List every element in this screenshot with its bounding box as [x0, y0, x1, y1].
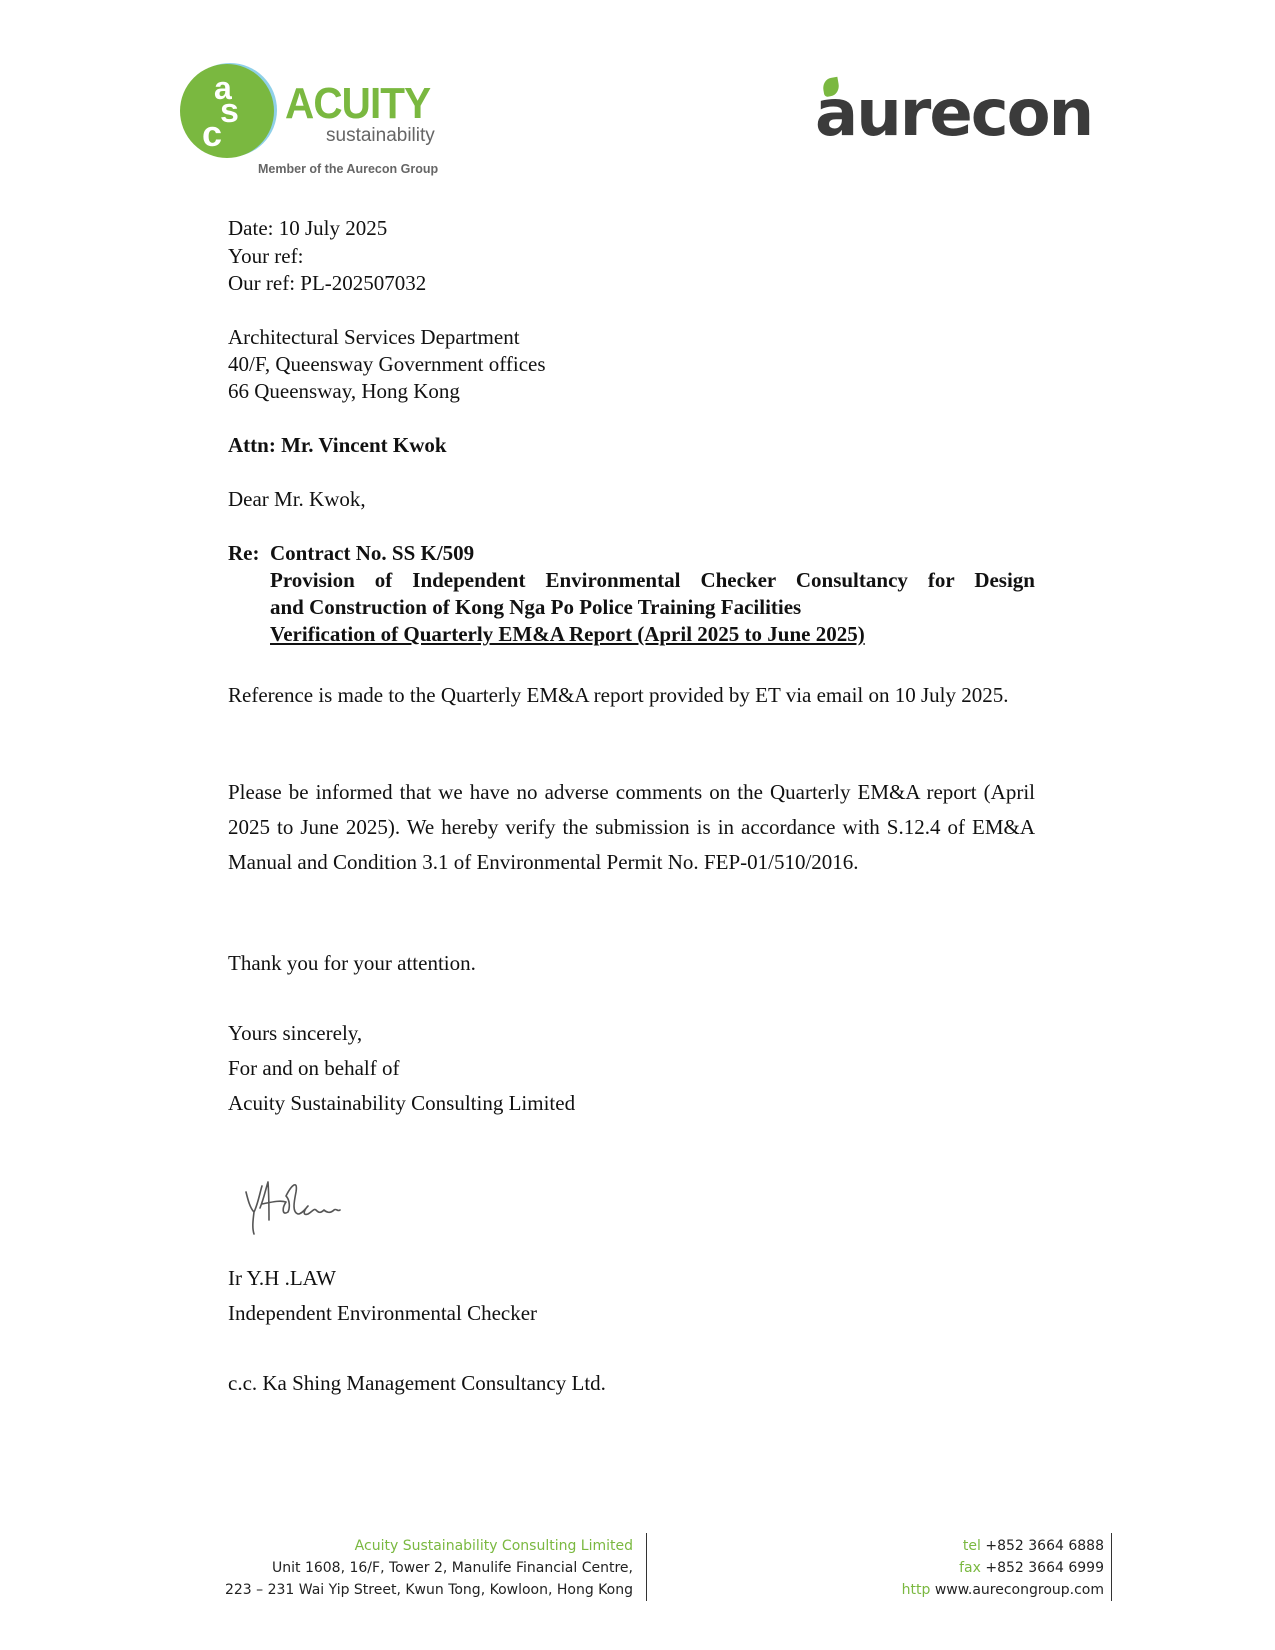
tel-label: tel — [962, 1538, 981, 1554]
footer-divider-right — [1111, 1533, 1112, 1601]
recipient-line-2: 40/F, Queensway Government offices — [228, 352, 546, 376]
fax-label: fax — [959, 1560, 981, 1576]
paragraph-reference: Reference is made to the Quarterly EM&A report provided by ET via email on 10 July 2025. — [228, 683, 1009, 707]
footer-divider-left — [646, 1533, 647, 1601]
acuity-member-line: Member of the Aurecon Group — [258, 162, 439, 176]
signature-image — [242, 1178, 362, 1238]
aurecon-logo — [815, 74, 1135, 154]
subject-contract: Contract No. SS K/509 — [270, 541, 475, 565]
attention-line: Attn: Mr. Vincent Kwok — [228, 433, 447, 457]
signatory-title: Independent Environmental Checker — [228, 1301, 538, 1325]
acuity-subtitle: sustainability — [326, 125, 435, 146]
web-label: http — [901, 1582, 931, 1598]
monogram-s: s — [220, 92, 239, 130]
paragraph-verification: Please be informed that we have no adverse comments on the Quarterly EM&A report (April 2025 to June 2025). We hereby verify the submission is in accordance with S.12.4 of EM&A Manual and Condition 3.1 of Environmental Permit No. FEP-01/510/2016. — [228, 780, 1035, 874]
your-ref: Your ref: — [228, 244, 304, 268]
footer-web — [902, 1583, 1104, 1597]
closing-line-1: Yours sincerely, — [228, 1021, 363, 1045]
letter-date: Date: 10 July 2025 — [228, 216, 388, 240]
web-link[interactable]: www.aurecongroup.com — [934, 1582, 1104, 1598]
subject-prefix: Re: — [228, 541, 260, 565]
acuity-logo — [180, 64, 460, 180]
paragraph-thanks: Thank you for your attention. — [228, 951, 476, 975]
acuity-wordmark: ACUITY — [285, 79, 431, 128]
monogram-a: a — [214, 70, 232, 106]
salutation: Dear Mr. Kwok, — [228, 487, 366, 511]
recipient-line-3: 66 Queensway, Hong Kong — [228, 379, 460, 403]
tel-number: +852 3664 6888 — [985, 1538, 1104, 1554]
monogram-c: c — [202, 113, 223, 154]
subject-line-2: Provision of Independent Environmental Checker Consultancy for Design — [270, 568, 1035, 592]
footer-company: Acuity Sustainability Consulting Limited — [354, 1538, 633, 1554]
footer-address-2: 223 – 231 Wai Yip Street, Kwun Tong, Kowloon, Hong Kong — [224, 1582, 633, 1598]
signatory-name: Ir Y.H .LAW — [228, 1266, 336, 1290]
acuity-monogram-icon — [180, 64, 274, 158]
footer-fax — [959, 1561, 1104, 1575]
footer-tel — [963, 1539, 1104, 1553]
fax-number: +852 3664 6999 — [985, 1560, 1104, 1576]
cc-line: c.c. Ka Shing Management Consultancy Ltd. — [228, 1371, 606, 1395]
closing-line-3: Acuity Sustainability Consulting Limited — [228, 1091, 576, 1115]
footer-address-1: Unit 1608, 16/F, Tower 2, Manulife Financial Centre, — [272, 1560, 633, 1576]
recipient-line-1: Architectural Services Department — [228, 325, 520, 349]
aurecon-wordmark: aurecon — [815, 77, 1093, 151]
closing-line-2: For and on behalf of — [228, 1056, 400, 1080]
subject-line-4: Verification of Quarterly EM&A Report (April 2025 to June 2025) — [270, 622, 865, 646]
subject-line-3: and Construction of Kong Nga Po Police Training Facilities — [270, 595, 802, 619]
our-ref: Our ref: PL-202507032 — [228, 271, 427, 295]
